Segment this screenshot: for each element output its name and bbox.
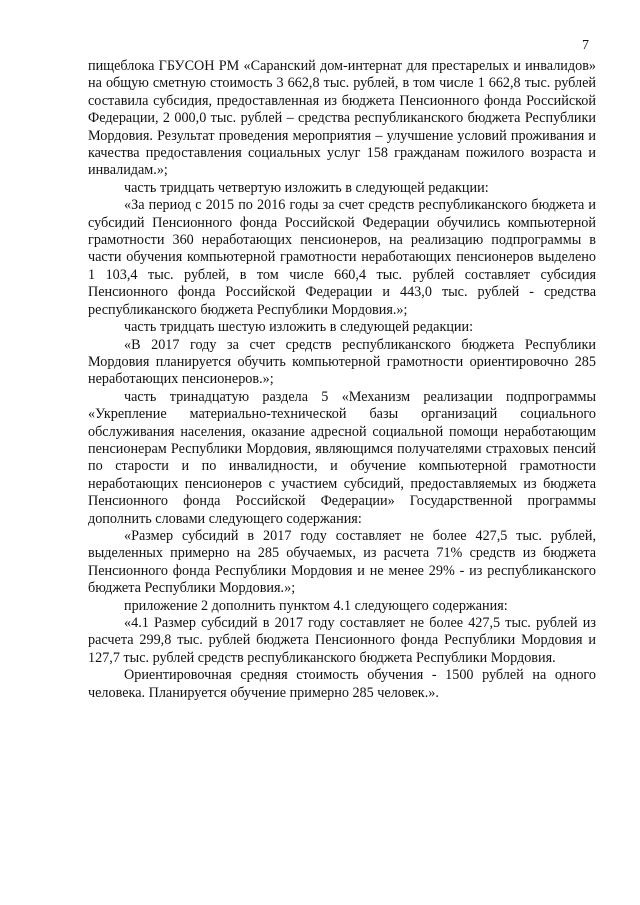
paragraph-5: «В 2017 году за счет средств республиканского бюджета Республики Мордовия планируется обучить компьютерной грамотности ориентировочно 285 неработающих пенсионеров.»; [88, 336, 596, 388]
paragraph-4: часть тридцать шестую изложить в следующей редакции: [124, 319, 474, 336]
paragraph-8: приложение 2 дополнить пунктом 4.1 следующего содержания: [124, 597, 508, 614]
paragraph-2: часть тридцать четвертую изложить в следующей редакции: [124, 179, 489, 196]
paragraph-1: пищеблока ГБУСОН РМ «Саранский дом-интернат для престарелых и инвалидов» на общую сметную стоимость 3 662,8 тыс. рублей, в том числе 1 662,8 тыс. рублей составила субсидия, предоставленная из бюджета Пенсионного фонда Российской Федерации, 2 000,0 тыс. рублей – средства республиканского бюджета Республики Мордовия. Результат проведения мероприятия – улучшение условий проживания и качества предоставления социальных услуг 158 гражданам пожилого возраста и инвалидам.»; [88, 58, 596, 179]
paragraph-3: «За период с 2015 по 2016 годы за счет средств республиканского бюджета и субсидий Пенсионного фонда Российской Федерации обучились компьютерной грамотности 360 неработающих пенсионеров, на реализацию подпрограммы в части обучения компьютерной грамотности неработающих пенсионеров выделено 1 103,4 тыс. рублей, в том числе 660,4 тыс. рублей составляет субсидия Пенсионного фонда Российской Федерации и 443,0 тыс. рублей - средства республиканского бюджета Республики Мордовия.»; [88, 197, 596, 318]
page-number: 7 [582, 38, 589, 53]
document-body [88, 58, 596, 702]
paragraph-6: часть тринадцатую раздела 5 «Механизм реализации подпрограммы «Укрепление материально-технической базы организаций социального обслуживания населения, оказание адресной социальной помощи неработающим пенсионерам Республики Мордовия, являющимся получателями страховых пенсий по старости и по инвалидности, и обучение компьютерной грамотности неработающих пенсионеров с участием субсидий, предоставляемых из бюджета Пенсионного фонда Российской Федерации» Государственной программы дополнить словами следующего содержания: [88, 388, 596, 527]
paragraph-9: «4.1 Размер субсидий в 2017 году составляет не более 427,5 тыс. рублей из расчета 299,8 тыс. рублей бюджета Пенсионного фонда Республики Мордовия и 127,7 тыс. рублей средств республиканского бюджета Республики Мордовия. [88, 615, 596, 666]
paragraph-7: «Размер субсидий в 2017 году составляет не более 427,5 тыс. рублей, выделенных примерно на 285 обучаемых, из расчета 71% средств из бюджета Пенсионного фонда Республики Мордовия и не менее 29% - из республиканского бюджета Республики Мордовия.»; [88, 527, 596, 597]
paragraph-10: Ориентировочная средняя стоимость обучения - 1500 рублей на одного человека. Планируется обучение примерно 285 человек.». [88, 667, 596, 701]
